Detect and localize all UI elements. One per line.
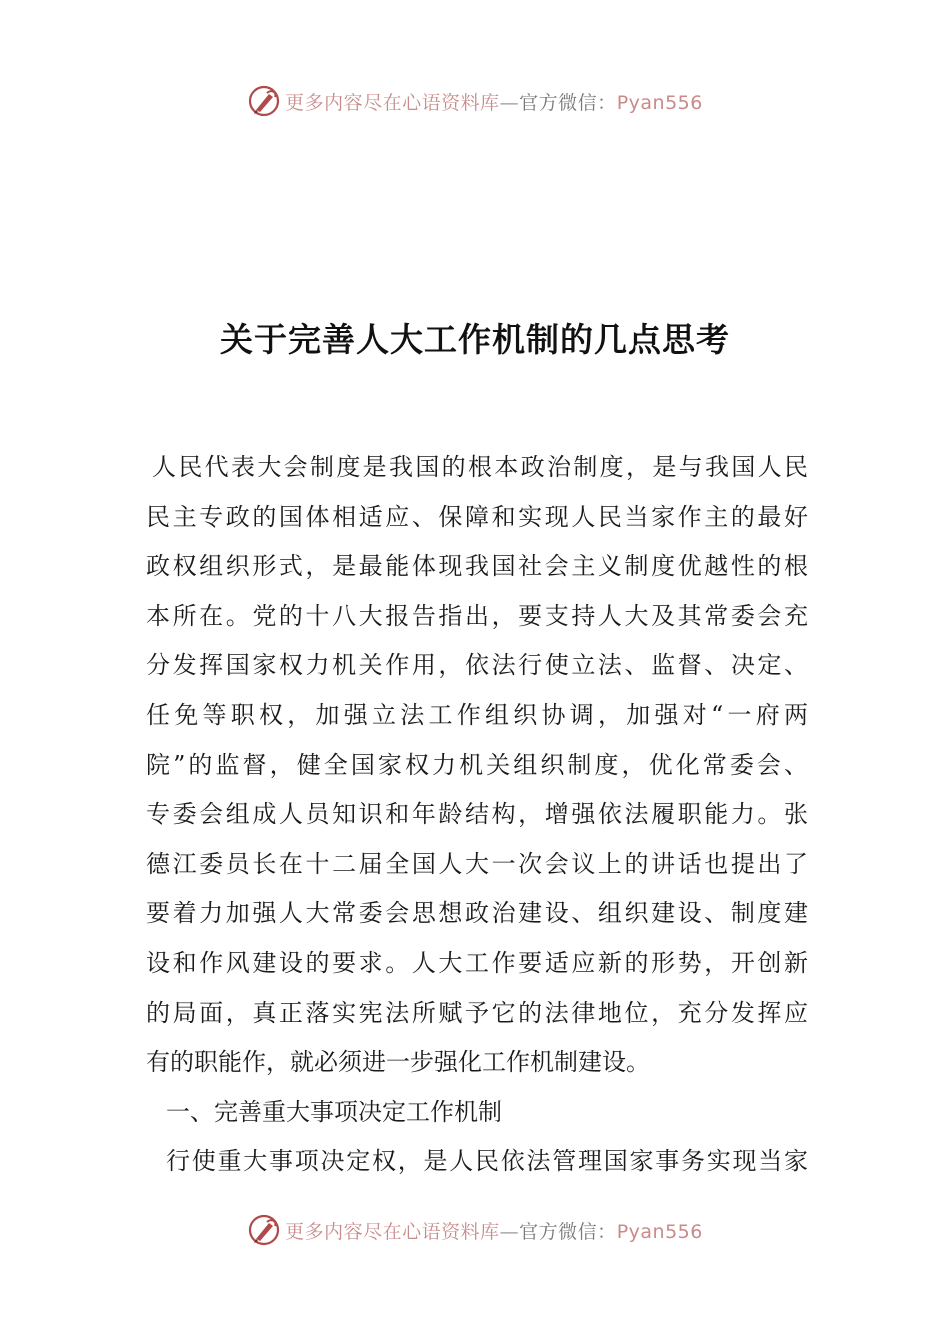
paragraph-line: 行使重大事项决定权，是人民依法管理国家事务实现当家 (166, 1147, 808, 1176)
watermark-footer (0, 1213, 950, 1247)
paragraph-line: 要着力加强人大常委会思想政治建设、组织建设、制度建 (146, 899, 808, 928)
watermark-text: 更多内容尽在心语资料库—官方微信：Pyan556 (285, 1220, 703, 1243)
watermark-text: 更多内容尽在心语资料库—官方微信：Pyan556 (285, 91, 703, 114)
document-body (146, 443, 808, 1187)
paragraph-line: 分发挥国家权力机关作用，依法行使立法、监督、决定、 (146, 651, 808, 680)
document-title: 关于完善人大工作机制的几点思考 (220, 320, 730, 359)
paragraph-line: 民主专政的国体相适应、保障和实现人民当家作主的最好 (146, 502, 808, 531)
paragraph-line: 政权组织形式，是最能体现我国社会主义制度优越性的根 (146, 552, 808, 581)
section-heading: 一、完善重大事项决定工作机制 (166, 1097, 502, 1126)
paragraph-line: 人民代表大会制度是我国的根本政治制度，是与我国人民 (152, 453, 808, 481)
paragraph-line: 设和作风建设的要求。人大工作要适应新的形势，开创新 (146, 948, 808, 977)
paragraph-line: 的局面，真正落实宪法所赋予它的法律地位，充分发挥应 (146, 998, 808, 1027)
watermark-header (0, 84, 950, 118)
paragraph-line: 院”的监督，健全国家权力机关组织制度，优化常委会、 (146, 750, 808, 779)
paragraph-line: 有的职能作，就必须进一步强化工作机制建设。 (146, 1048, 650, 1077)
paragraph-line: 德江委员长在十二届全国人大一次会议上的讲话也提出了 (146, 849, 808, 878)
pen-logo-icon (247, 1213, 281, 1247)
paragraph-line: 专委会组成人员知识和年龄结构，增强依法履职能力。张 (146, 800, 808, 829)
pen-logo-icon (247, 84, 281, 118)
paragraph-line: 本所在。党的十八大报告指出，要支持人大及其常委会充 (146, 601, 808, 630)
paragraph-line: 任免等职权，加强立法工作组织协调，加强对“一府两 (146, 700, 808, 729)
